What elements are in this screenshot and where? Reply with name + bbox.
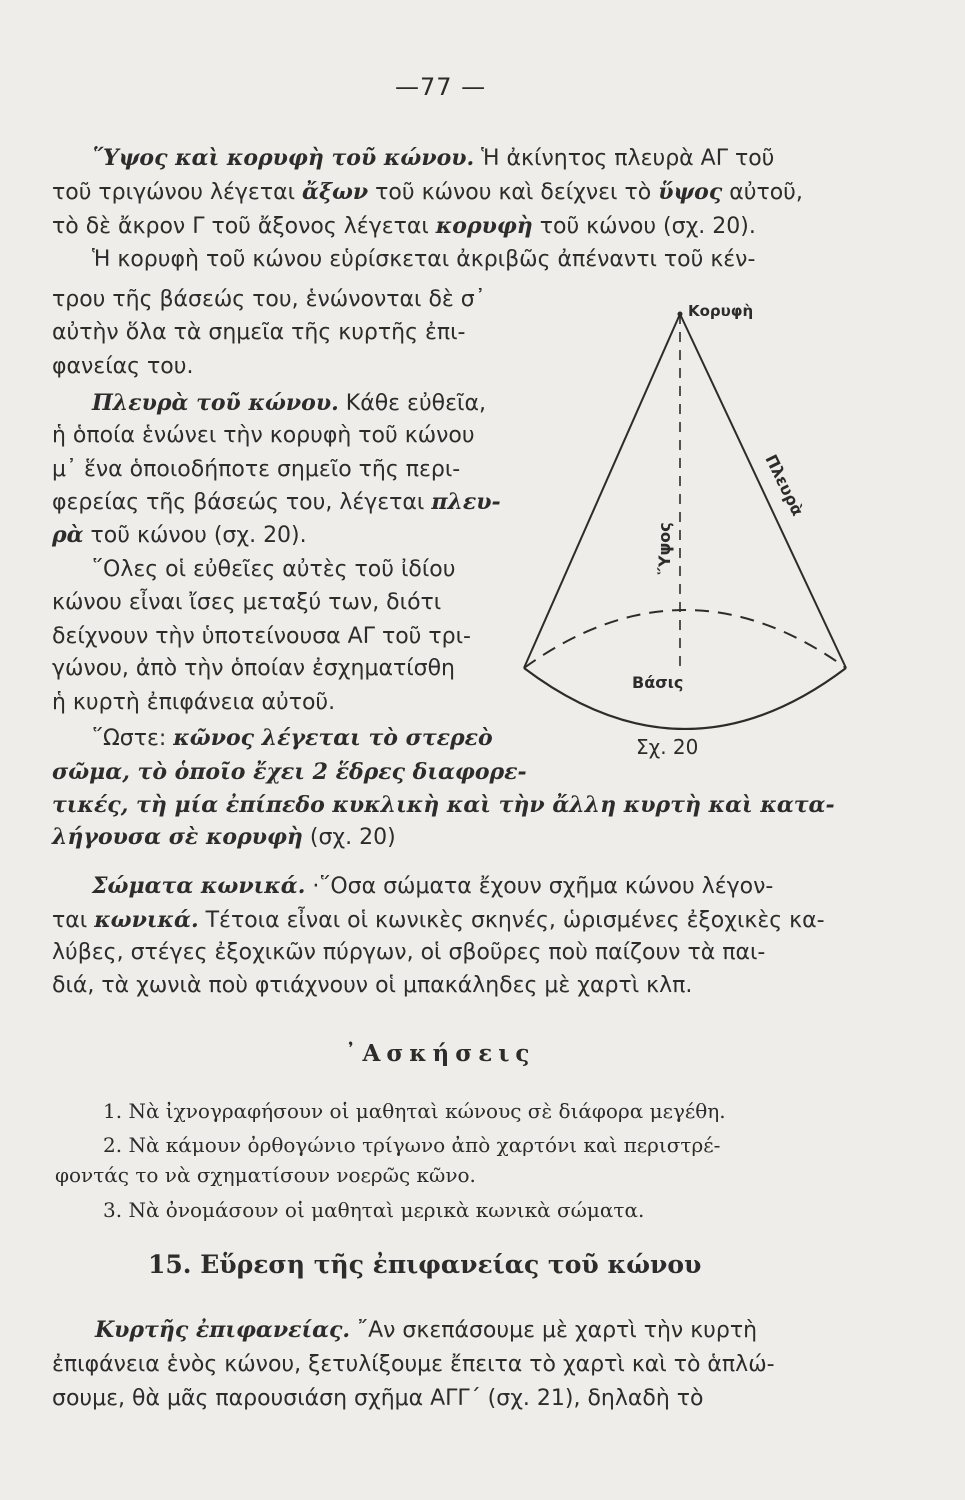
para1-line7: φανείας του. bbox=[52, 354, 194, 379]
term-conical: κωνικά. bbox=[94, 907, 199, 933]
para6-text: ῎Αν σκεπάσουμε μὲ χαρτὶ τὴν κυρτὴ bbox=[350, 1318, 758, 1343]
cone-base-front-arc bbox=[524, 668, 846, 729]
para5-text: Τέτοια εἶναι οἱ κωνικὲς σκηνές, ὡρισμένες ἐξοχικὲς κα- bbox=[198, 908, 825, 933]
para5-line2 bbox=[52, 905, 825, 936]
cone-left-side bbox=[524, 314, 680, 668]
term-curved-surface: Κυρτῆς ἐπιφανείας. bbox=[95, 1317, 351, 1343]
para1-text: Ἡ ἀκίνητος πλευρὰ ΑΓ τοῦ bbox=[474, 146, 775, 171]
para1-text: τοῦ κώνου (σχ. 20). bbox=[532, 214, 756, 239]
para2-line2: ἡ ὁποία ἑνώνει τὴν κορυφὴ τοῦ κώνου bbox=[52, 423, 475, 448]
para1-text: τοῦ κώνου καὶ δείχνει τὸ bbox=[368, 180, 659, 205]
para2-line5 bbox=[52, 520, 307, 551]
para3-line1: ῞Ολες οἱ εὐθεῖες αὐτὲς τοῦ ἰδίου bbox=[92, 557, 456, 582]
section-title: 15. Εὕρεση τῆς ἐπιφανείας τοῦ κώνου bbox=[148, 1250, 702, 1279]
para1-line3 bbox=[52, 211, 756, 242]
cone-right-side bbox=[680, 314, 846, 668]
para5-line1 bbox=[92, 871, 773, 902]
para5-line3: λύβες, στέγες ἐξοχικῶν πύργων, οἱ σβοῦρες ποὺ παίζουν τὰ παι- bbox=[52, 940, 766, 965]
exercise-2-cont: φοντάς το νὰ σχηματίσουν νοερῶς κῶνο. bbox=[55, 1163, 476, 1187]
para6-line1 bbox=[95, 1315, 757, 1346]
definition-line3: τικές, τὴ μία ἐπίπεδο κυκλικὴ καὶ τὴν ἄλλη κυρτὴ καὶ κατα- bbox=[52, 792, 835, 818]
cone-figure bbox=[520, 290, 860, 730]
para2-text: φερείας τῆς βάσεώς του, λέγεται bbox=[52, 490, 432, 515]
para3-line5: ἡ κυρτὴ ἐπιφάνεια αὐτοῦ. bbox=[52, 690, 336, 715]
exercises-heading: ᾿Ασκήσεις bbox=[345, 1040, 536, 1067]
term-side: Πλευρὰ τοῦ κώνου. bbox=[92, 390, 339, 416]
apex-point bbox=[678, 312, 683, 317]
height-label: ῞Υψος bbox=[655, 522, 674, 575]
term-axis: ἄξων bbox=[302, 179, 369, 205]
para1-text: αὐτοῦ, bbox=[722, 180, 803, 205]
page-number: —77 — bbox=[395, 73, 487, 101]
para1-line2 bbox=[52, 177, 803, 208]
para1-line5: τρου τῆς βάσεώς του, ἑνώνονται δὲ σ᾽ bbox=[52, 287, 486, 312]
definition-ref: (σχ. 20) bbox=[302, 825, 396, 850]
definition-text: λήγουσα σὲ κορυφὴ bbox=[52, 824, 303, 850]
definition-text: κῶνος λέγεται τὸ στερεὸ bbox=[173, 725, 493, 751]
definition-line4 bbox=[52, 822, 396, 853]
para3-line4: γώνου, ἀπὸ τὴν ὁποίαν ἐσχηματίσθη bbox=[52, 656, 455, 681]
para2-text: Κάθε εὐθεῖα, bbox=[338, 391, 486, 416]
term-side-word: πλευ- bbox=[431, 489, 501, 515]
definition-line2: σῶμα, τὸ ὁποῖο ἔχει 2 ἕδρες διαφορε- bbox=[52, 759, 527, 785]
definition-lead: ῞Ωστε: bbox=[92, 726, 174, 751]
term-apex: κορυφὴ bbox=[435, 213, 533, 239]
para1-line6: αὐτὴν ὅλα τὰ σημεῖα τῆς κυρτῆς ἐπι- bbox=[52, 320, 466, 345]
exercise-3: 3. Νὰ ὀνομάσουν οἱ μαθηταὶ μερικὰ κωνικὰ σώματα. bbox=[103, 1198, 645, 1222]
para1-line1 bbox=[92, 143, 774, 174]
para2-line1 bbox=[92, 388, 486, 419]
para3-line2: κώνου εἶναι ἴσες μεταξύ των, διότι bbox=[52, 590, 442, 615]
para6-line2: ἐπιφάνεια ἑνὸς κώνου, ξετυλίξουμε ἔπειτα τὸ χαρτὶ καὶ τὸ ἁπλώ- bbox=[52, 1352, 775, 1377]
base-label: Βάσις bbox=[632, 673, 684, 692]
para3-line3: δείχνουν τὴν ὑποτείνουσα ΑΓ τοῦ τρι- bbox=[52, 624, 471, 649]
term-side-word-end: ρὰ bbox=[52, 522, 84, 548]
side-label: Πλευρὰ bbox=[761, 451, 808, 519]
para1-text: τὸ δὲ ἄκρον Γ τοῦ ἄξονος λέγεται bbox=[52, 214, 436, 239]
apex-label: Κορυφὴ bbox=[688, 302, 754, 320]
para5-line4: διά, τὰ χωνιὰ ποὺ φτιάχνουν οἱ μπακάληδες μὲ χαρτὶ κλπ. bbox=[52, 973, 693, 998]
para2-text: τοῦ κώνου (σχ. 20). bbox=[83, 523, 307, 548]
para6-line3: σουμε, θὰ μᾶς παρουσιάση σχῆμα ΑΓΓ΄ (σχ. 21), δηλαδὴ τὸ bbox=[52, 1386, 704, 1411]
definition-line1 bbox=[92, 723, 493, 754]
term-conical-bodies: Σώματα κωνικά. bbox=[92, 873, 306, 899]
para1-line4: Ἡ κορυφὴ τοῦ κώνου εὑρίσκεται ἀκριβῶς ἀπέναντι τοῦ κέν- bbox=[92, 247, 756, 272]
term-height: ὕψος bbox=[658, 179, 723, 205]
exercise-2: 2. Νὰ κάμουν ὀρθογώνιο τρίγωνο ἀπὸ χαρτόνι καὶ περιστρέ- bbox=[103, 1133, 721, 1157]
para5-text: ται bbox=[52, 908, 95, 933]
para1-text: τοῦ τριγώνου λέγεται bbox=[52, 180, 303, 205]
para5-text: ·῞Οσα σώματα ἔχουν σχῆμα κώνου λέγον- bbox=[305, 874, 774, 899]
figure-caption: Σχ. 20 bbox=[636, 735, 699, 759]
para2-line4 bbox=[52, 487, 501, 518]
para2-line3: μ᾽ ἕνα ὁποιοδήποτε σημεῖο τῆς περι- bbox=[52, 457, 461, 482]
exercise-1: 1. Νὰ ἰχνογραφήσουν οἱ μαθηταὶ κώνους σὲ διάφορα μεγέθη. bbox=[103, 1099, 726, 1123]
term-height-apex: ῞Υψος καὶ κορυφὴ τοῦ κώνου. bbox=[92, 145, 475, 171]
cone-base-back-arc bbox=[524, 610, 846, 668]
